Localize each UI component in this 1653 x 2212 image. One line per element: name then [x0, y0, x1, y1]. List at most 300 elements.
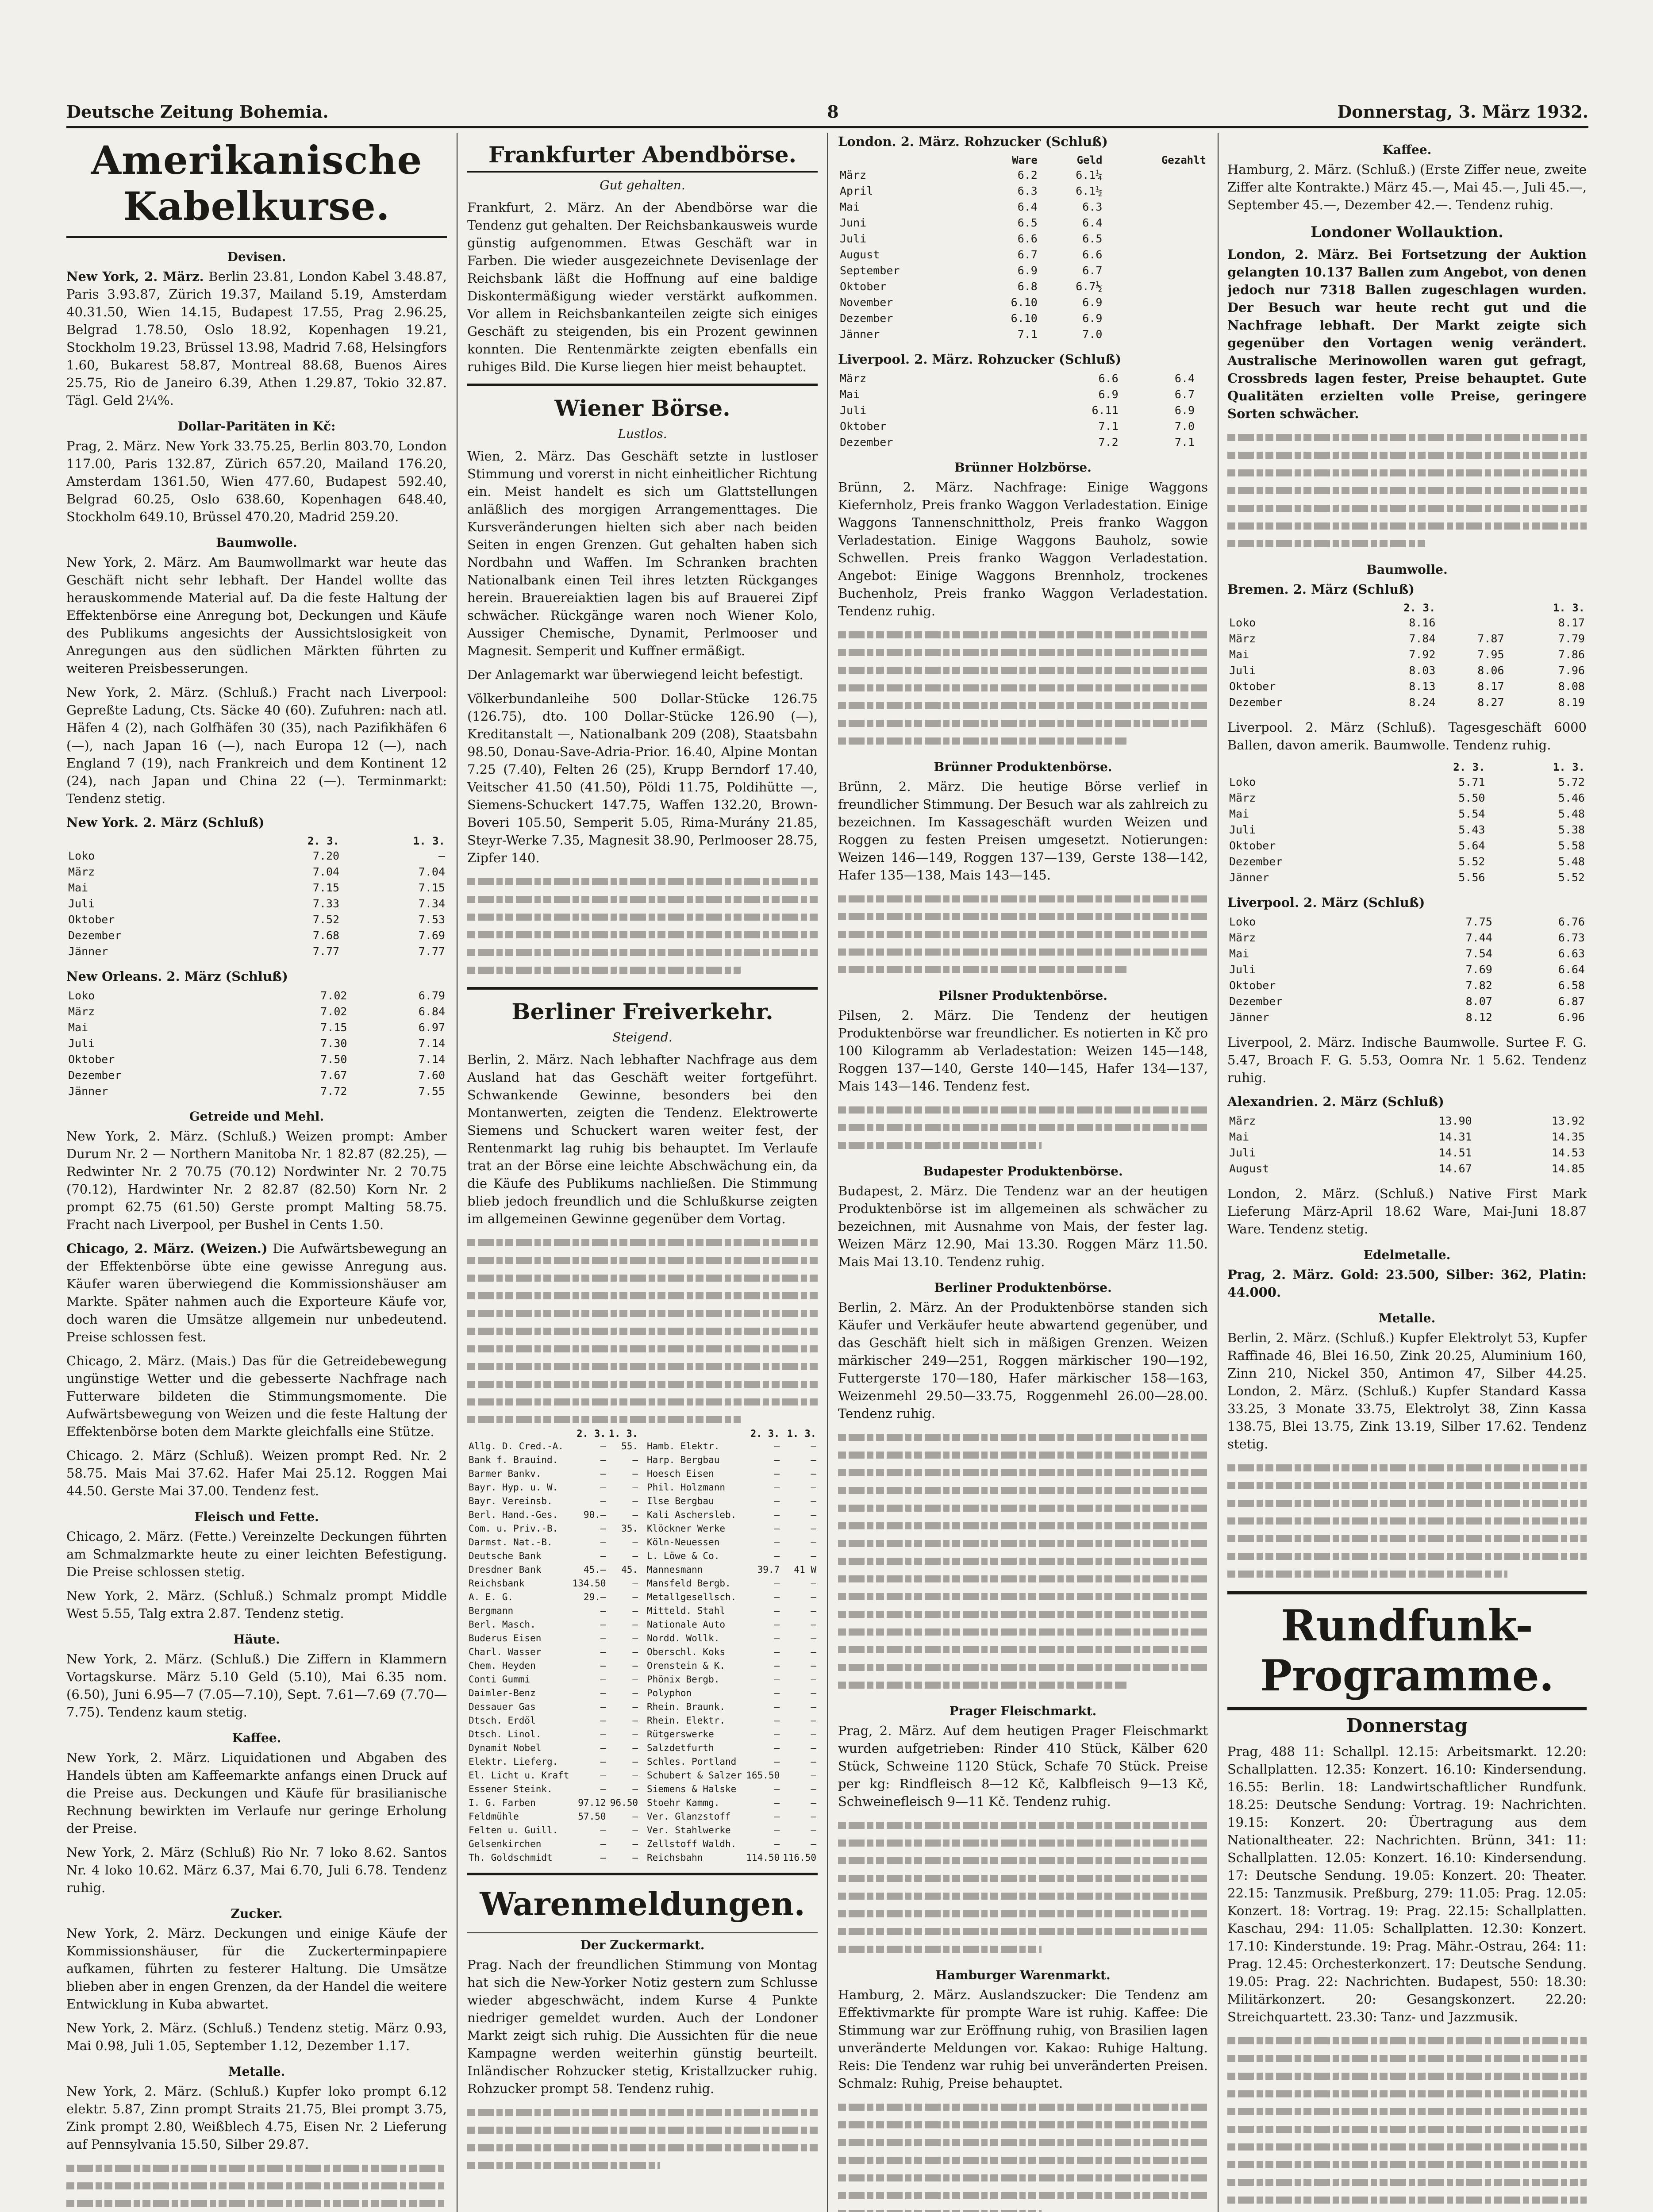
row-label: Dtsch. Erdöl [469, 1715, 536, 1726]
quote-value: — [811, 1797, 816, 1808]
quote-value: — [774, 1455, 780, 1465]
quote-value: — [774, 1523, 780, 1534]
quote-value [1196, 419, 1208, 434]
quote-value: — [774, 1496, 780, 1506]
illegible-text-block [838, 2098, 1208, 2212]
row-label: Deutsche Bank [469, 1551, 542, 1561]
row-label: Oktober [68, 1053, 115, 1066]
quote-value: 13.92 [1551, 1114, 1585, 1127]
table-row [467, 1686, 639, 1700]
row-label: Schles. Portland [647, 1756, 737, 1767]
quote-table [1227, 601, 1587, 710]
table-row [1227, 1145, 1587, 1161]
table-row [646, 1837, 818, 1851]
table-row [646, 1728, 818, 1741]
row-label: Bergmann [469, 1605, 514, 1616]
row-label: Com. u. Priv.-B. [469, 1523, 558, 1534]
table-row [467, 1536, 639, 1549]
quote-value: 6.7 [1082, 264, 1103, 277]
table-row [467, 1673, 639, 1686]
quote-value: — [811, 1811, 816, 1822]
quote-value: — [632, 1482, 638, 1493]
row-label: Jänner [68, 945, 108, 958]
quote-value: — [774, 1701, 780, 1712]
table-caption: Alexandrien. 2. März (Schluß) [1227, 1094, 1444, 1109]
quote-value: — [600, 1605, 606, 1616]
quote-value: 8.19 [1558, 696, 1585, 709]
table-header-cell: Gezahlt [1161, 154, 1206, 166]
quote-value: 35. [621, 1523, 638, 1534]
row-label: Oktober [840, 420, 887, 433]
table-row [467, 1481, 639, 1494]
quote-value: 6.9 [1017, 264, 1038, 277]
article-text: Hamburg, 2. März. Auslandszucker: Die Tendenz am Effektivmarkte für prompte Ware ist ruhig. Kaffee: Die Stimmung war zur Eröffnung ruhig, von Brasilien lagen unveränderte Meldungen vor. Kakao: Ruhige Haltung. Reis: Die Tendenz war ruhig bei unveränderten Preisen. Schmalz: Ruhig, Preise behauptet. [838, 1987, 1208, 2091]
quote-value: 8.03 [1409, 664, 1436, 677]
article-text: Liverpool, 2. März. Indische Baumwolle. Surtee F. G. 5.47, Broach F. G. 5.53, Oomra Nr. 1 5.62. Tendenz ruhig. [1227, 1035, 1587, 1085]
article-text: New York, 2. März (Schluß) Rio Nr. 7 loko 8.62. Santos Nr. 4 loko 10.62. März 6.37, Mai 6.70, Juli 6.78. Tendenz ruhig. [66, 1845, 447, 1895]
quote-value [1196, 434, 1208, 450]
quote-value: — [600, 1660, 606, 1671]
quote-value: 6.9 [1082, 312, 1103, 325]
quote-value: 6.9 [1098, 388, 1119, 401]
article-text: New York, 2. März. Deckungen und einige Käufe der Kommissionshäuser, für die Zuckerterminpapiere aufkamen, führten zu festerer Haltung. Die Umsätze blieben aber in engen Grenzen, da der Handel die weitere Entwicklung in Kuba abwartet. [66, 1926, 447, 2012]
subhead: Devisen. [227, 250, 286, 264]
quote-value: 6.7½ [1076, 280, 1103, 293]
table-row [1227, 962, 1587, 978]
table-row [1227, 679, 1587, 695]
row-label: Bank f. Brauind. [469, 1455, 558, 1465]
quote-value: — [811, 1701, 816, 1712]
quote-value: — [600, 1825, 606, 1836]
article-text: Völkerbundanleihe 500 Dollar-Stücke 126.75 (126.75), dto. 100 Dollar-Stücke 126.90 (—), Kreditanstalt —, Nationalbank 209 (208), Staatsbahn 98.50, Donau-Save-Adria-Prior. 16.40, Alpine Montan 7.25 (7.40), Felten 26 (25), Krupp Berndorf 17.40, Veitscher 41.50 (41.50), Pöldi 11.75, Poldihütte —, Siemens-Schuckert 147.75, Waffen 132.20, Brown-Boveri 105.50, Semperit 5.05, Rima-Murány 21.85, Steyr-Werke 7.35, Magnesit 38.90, Perlmooser 28.75, Zipfer 140. [467, 691, 818, 865]
row-label: März [1229, 632, 1256, 645]
quote-value: 6.9 [1174, 404, 1195, 417]
table-row [646, 1824, 818, 1837]
table-row [66, 1052, 447, 1068]
stock-table-right [646, 1429, 818, 1865]
table-row [646, 1536, 818, 1549]
quote-value: — [774, 1605, 780, 1616]
quote-value: — [774, 1743, 780, 1753]
article-text: Chicago, 2. März. (Mais.) Das für die Getreidebewegung ungünstige Wetter und die gebesserte Nachfrage nach Futterware bildeten die Stimmungsmomente. Die Aufwärtsbewegung von Weizen und die feste Haltung der Effektenbörse boten dem Markte gleichfalls eine Stütze. [66, 1353, 447, 1439]
table-row [66, 944, 447, 960]
row-label: Dresdner Bank [469, 1564, 542, 1575]
table-row [467, 1577, 639, 1590]
table-row [1227, 615, 1587, 631]
table-header-cell: 2. 3. [1453, 761, 1485, 773]
quote-value: — [811, 1605, 816, 1616]
quote-value [1104, 199, 1208, 215]
table-row [838, 403, 1208, 419]
quote-value: — [811, 1660, 816, 1671]
table-row [646, 1632, 818, 1645]
row-label: Nordd. Wollk. [647, 1633, 720, 1644]
illegible-text-block [838, 626, 1208, 750]
row-label: Mai [1229, 1130, 1249, 1143]
quote-value: 96.50 [610, 1797, 638, 1808]
article-text: New York, 2. März. (Schluß.) Die Ziffern in Klammern Vortagskurse. März 5.10 Geld (5.10), Mai 6.35 nom. (6.50), Juni 6.95—7 (7.05—7.10), Sept. 7.61—7.69 (7.70—7.75). Tendenz kaum stetig. [66, 1651, 447, 1720]
table-row [646, 1673, 818, 1686]
table-row [646, 1755, 818, 1769]
quote-value: 6.3 [1082, 200, 1103, 213]
row-label: August [1229, 1162, 1269, 1175]
quote-value: — [632, 1647, 638, 1657]
row-label: Phönix Bergb. [647, 1674, 720, 1685]
quote-value: 7.69 [1465, 963, 1492, 976]
quote-value: 7.1 [1017, 328, 1038, 341]
table-row [646, 1508, 818, 1522]
quote-value: — [600, 1756, 606, 1767]
table-row [1227, 914, 1587, 930]
row-label: Rütgerswerke [647, 1729, 714, 1740]
subhead: Budapester Produktenbörse. [923, 1164, 1123, 1179]
illegible-text-block [838, 1101, 1208, 1154]
table-row [66, 1036, 447, 1052]
row-label: Juli [68, 1037, 95, 1050]
quote-value: 6.10 [1011, 296, 1038, 309]
table-row [646, 1481, 818, 1494]
row-label: Ilse Bergbau [647, 1496, 714, 1506]
article-text: Pilsen, 2. März. Die Tendenz der heutigen Produktenbörse war freundlicher. Es notierten in Kč pro 100 Kilogramm ab Verladestation: Weizen 145—148, Roggen 137—140, Gerste 140—145, Hafer 134—137, Mais 143—146. Tendenz fest. [838, 1008, 1208, 1094]
quote-value: — [632, 1551, 638, 1561]
quote-value: 6.4 [1174, 372, 1195, 385]
quote-value: — [632, 1578, 638, 1589]
table-row [646, 1769, 818, 1782]
quote-value: — [600, 1633, 606, 1644]
quote-value: — [600, 1647, 606, 1657]
table-row [467, 1796, 639, 1810]
table-row [467, 1590, 639, 1604]
quote-value: — [632, 1633, 638, 1644]
article-text: New York, 2. März. (Schluß.) Tendenz stetig. März 0.93, Mai 0.98, Juli 1.05, September 1.12, Dezember 1.17. [66, 2020, 447, 2053]
quote-value: 6.1½ [1076, 184, 1103, 197]
quote-value: — [632, 1619, 638, 1630]
quote-value: — [600, 1468, 606, 1479]
table-row [467, 1810, 639, 1824]
quote-value: 5.72 [1558, 776, 1585, 788]
row-label: Dezember [840, 312, 893, 325]
article-text: Chicago, 2. März. (Weizen.) Die Aufwärtsbewegung an der Effektenbörse übte eine gewisse Anregung aus. Käufer waren überwiegend die Kommissionshäuser am Markte. Später nahmen auch die Exporteure Käufe vor, doch waren die Umsätze allgemein nur unbedeutend. Preise schlossen fest. [66, 1241, 447, 1344]
quote-value: — [811, 1633, 816, 1644]
quote-value: 45.— [583, 1564, 606, 1575]
row-label: Jänner [840, 328, 880, 341]
row-label: Oberschl. Koks [647, 1647, 726, 1657]
table-header-cell [1437, 601, 1506, 615]
article-text: Prag, 488 11: Schallpl. 12.15: Arbeitsmarkt. 12.20: Schallplatten. 12.35: Konzert. 16.10: Kindersendung. 16.55: Berlin. 18: Landwirtschaftlicher Rundfunk. 18.25: Deutsche Sendung: Vortrag. 19: Nachrichten. 19.15: Konzert. 20: Übertragung aus dem Nationaltheater. 22: Nachrichten. Brünn, 341: 11: Schallplatten. 12.05: Konzert. 16.10: Kindersendung. 17: Deutsche Sendung. 19.05: Konzert. 20: Theater. 22.15: Tanzmusik. Preßburg, 279: 11.05: Prag. 12.05: Konzert. 18: Vortrag. 19: Prag. 22.15: Schallplatten. Kaschau, 294: 11.05: Schallplatten. 12.30: Konzert. 17.10: Kinderstunde. 19: Prag. Mähr.-Ostrau, 264: 11: Prag. 12.45: Orchesterkonzert. 17: Deutsche Sendung. 19.05: Prag. 22: Nachrichten. Budapest, 550: 18.30: Militärkonzert. 20: Gesangskonzert. 22.20: Streichquartett. 23.30: Tanz- und Jazzmusik. [1227, 1744, 1587, 2024]
quote-value: — [811, 1770, 816, 1781]
row-label: Juli [68, 897, 95, 910]
page-header [66, 91, 1588, 128]
quote-value: 7.52 [312, 913, 340, 926]
quote-value: — [632, 1701, 638, 1712]
row-label: Loko [1229, 776, 1256, 788]
quote-value: 8.07 [1465, 995, 1492, 1008]
table-row [467, 1549, 639, 1563]
table-row [467, 1632, 639, 1645]
quote-value: 6.8 [1017, 280, 1038, 293]
section-title: Berliner Freiverkehr. [511, 998, 773, 1025]
row-label: Jänner [1229, 871, 1269, 884]
table-row [1227, 663, 1587, 679]
row-label: Schubert & Salzer [647, 1770, 742, 1781]
row-label: Darmst. Nat.-B. [469, 1537, 553, 1548]
quote-value: 5.71 [1458, 776, 1485, 788]
quote-value: 7.87 [1477, 632, 1504, 645]
quote-value: — [811, 1496, 816, 1506]
table-row [1227, 1113, 1587, 1129]
table-header-cell [646, 1429, 744, 1440]
row-label: Metallgesellsch. [647, 1592, 737, 1602]
quote-value: 39.7 [757, 1564, 780, 1575]
row-label: Oktober [68, 913, 115, 926]
table-header-cell: 2. 3. [750, 1429, 780, 1440]
row-label: Polyphon [647, 1688, 692, 1698]
quote-value: 7.04 [418, 865, 445, 878]
quote-value: — [632, 1674, 638, 1685]
article-text: Prag, 2. März. Auf dem heutigen Prager Fleischmarkt wurden aufgetrieben: Rinder 410 Stück, Kälber 620 Stück, Schweine 1120 Stück, Schafe 70 Stück. Preise per kg: Rindfleisch 8—12 Kč, Kalbfleisch 9—13 Kč, Schweinefleisch 9—11 Kč. Tendenz ruhig. [838, 1723, 1208, 1809]
row-label: März [1229, 1114, 1256, 1127]
column-4 [1227, 133, 1587, 2212]
quote-value: 7.86 [1558, 648, 1585, 661]
quote-value: — [811, 1551, 816, 1561]
quote-value: — [811, 1592, 816, 1602]
quote-value: — [600, 1688, 606, 1698]
row-label: Juli [1229, 823, 1256, 836]
quote-value: — [632, 1688, 638, 1698]
quote-value: 8.12 [1465, 1011, 1492, 1024]
article-text: New York, 2. März. Am Baumwollmarkt war heute das Geschäft nicht sehr lebhaft. Der Handel wollte das herauskommende Material auf. Da die feste Haltung der Effektenbörse eine Anregung bot, Deckungen und Käufe des Publikums angesichts der Aussichtslosigkeit von Anregungen aus den südlichen Märkten führten zu weiteren Preisbesserungen. [66, 555, 447, 676]
quote-value: 8.17 [1558, 616, 1585, 629]
row-label: Felten u. Guill. [469, 1825, 558, 1836]
table-row [1227, 806, 1587, 822]
table-row [467, 1563, 639, 1577]
row-label: März [1229, 931, 1256, 944]
row-label: Berl. Hand.-Ges. [469, 1509, 558, 1520]
quote-value: — [811, 1825, 816, 1836]
table-row [838, 247, 1208, 263]
row-label: Mai [840, 388, 860, 401]
subhead: Zucker. [231, 1906, 283, 1921]
table-row [646, 1549, 818, 1563]
row-label: Mai [840, 200, 860, 213]
row-label: Phil. Holzmann [647, 1482, 726, 1493]
quote-value: 7.67 [320, 1069, 347, 1082]
quote-value: 7.1 [1174, 436, 1195, 449]
quote-value: — [632, 1825, 638, 1836]
table-row [66, 1068, 447, 1083]
table-row [1227, 822, 1587, 838]
table-row [467, 1659, 639, 1673]
table-row [1227, 631, 1587, 647]
row-label: El. Licht u. Kraft [469, 1770, 569, 1781]
article-text: London, 2. März. Bei Fortsetzung der Auktion gelangten 10.137 Ballen zum Angebot, von denen jedoch nur 7318 Ballen zugeschlagen wurden. Der Besuch war heute recht gut und die Nachfrage lebhaft. Der Markt zeigte sich gegenüber den Vortagen wenig verändert. Australische Merinowollen waren gut gefragt, Crossbreds lagen fester, Preise behauptet. Gute Qualitäten erzielten volle Preise, geringere Sorten schwächer. [1227, 247, 1587, 421]
quote-value: — [600, 1743, 606, 1753]
table-row [646, 1618, 818, 1632]
quote-value: 134.50 [572, 1578, 606, 1589]
quote-value: 14.53 [1551, 1146, 1585, 1159]
table-header-cell: 1. 3. [1553, 761, 1585, 773]
quote-value: 6.5 [1017, 216, 1038, 229]
row-label: Mai [68, 881, 88, 894]
row-label: März [840, 169, 867, 181]
illegible-text-block [838, 1429, 1208, 1694]
quote-value: — [774, 1482, 780, 1493]
quote-value: — [632, 1852, 638, 1863]
quote-value: — [600, 1784, 606, 1794]
quote-value: — [774, 1839, 780, 1849]
quote-value: — [600, 1715, 606, 1726]
quote-value: — [774, 1468, 780, 1479]
column-3 [838, 133, 1208, 2212]
quote-value: 165.50 [746, 1770, 780, 1781]
quote-value: 7.79 [1558, 632, 1585, 645]
quote-value [1104, 215, 1208, 231]
row-label: Conti Gummi [469, 1674, 530, 1685]
quote-value: 5.46 [1558, 791, 1585, 804]
subhead: Edelmetalle. [1363, 1248, 1451, 1262]
table-row [646, 1796, 818, 1810]
quote-value: 6.6 [1017, 232, 1038, 245]
article-text: Prag. Nach der freundlichen Stimmung von Montag hat sich die New-Yorker Notiz gestern zum Schlusse wieder abgeschwächt, indem Kurse 4 Punkte niedriger gemeldet wurden. Auch der Londoner Markt zeigt sich ruhig. Die Aussichten für die neue Kampagne werden weiterhin günstig beurteilt. Inländischer Rohzucker stetig, Kristallzucker ruhig. Rohzucker prompt 58. Tendenz ruhig. [467, 1957, 818, 2096]
table-row [467, 1714, 639, 1728]
article-text: Berlin, 2. März. An der Produktenbörse standen sich Käufer und Verkäufer heute abwartend gegenüber, und das Geschäft hielt sich in mäßigen Grenzen. Weizen märkischer 249—251, Roggen märkischer 190—192, Futtergerste 170—180, Hafer märkischer 158—163, Weizenmehl 29.50—33.75, Roggenmehl 26.00—28.00. Tendenz ruhig. [838, 1300, 1208, 1421]
quote-value: 7.72 [320, 1085, 347, 1098]
quote-value: 7.02 [320, 989, 347, 1002]
table-row [838, 434, 1208, 450]
quote-value: — [811, 1537, 816, 1548]
table-row [646, 1782, 818, 1796]
quote-value: — [632, 1784, 638, 1794]
quote-value: 29.— [583, 1592, 606, 1602]
table-row [66, 864, 447, 880]
subhead: Brünner Produktenbörse. [934, 760, 1112, 774]
quote-value: 8.08 [1558, 680, 1585, 693]
quote-value: — [632, 1660, 638, 1671]
table-row [646, 1741, 818, 1755]
table-row [1227, 1010, 1587, 1025]
quote-value: — [774, 1619, 780, 1630]
table-row [646, 1659, 818, 1673]
quote-value: 7.84 [1409, 632, 1436, 645]
row-label: März [68, 865, 95, 878]
quote-value: 7.77 [418, 945, 445, 958]
table-row [467, 1440, 639, 1453]
quote-value: 5.38 [1558, 823, 1585, 836]
row-label: Loko [1229, 616, 1256, 629]
quote-value: 6.6 [1098, 372, 1119, 385]
quote-table [1227, 760, 1587, 886]
quote-value: 6.87 [1558, 995, 1585, 1008]
table-row [467, 1645, 639, 1659]
quote-value: 14.35 [1551, 1130, 1585, 1143]
article-text: New York, 2. März. Liquidationen und Abgaben des Handels übten am Kaffeemarkte anfangs einen Druck auf die Preise aus. Deckungen und Käufe für brasilianische Rechnung bewirkten im Verlaufe nur geringe Erholung der Preise. [66, 1750, 447, 1836]
table-header-cell: 1. 3. [608, 1429, 638, 1440]
quote-value: 7.53 [418, 913, 445, 926]
row-label: Dezember [68, 1069, 122, 1082]
quote-value: — [600, 1482, 606, 1493]
quote-value: 7.33 [312, 897, 340, 910]
table-row [838, 167, 1208, 183]
row-label: Daimler-Benz [469, 1688, 536, 1698]
row-label: Berl. Masch. [469, 1619, 536, 1630]
table-row [838, 371, 1208, 387]
quote-value: — [600, 1496, 606, 1506]
table-row [1227, 838, 1587, 854]
quote-value: 6.10 [1011, 312, 1038, 325]
quote-value: 5.43 [1458, 823, 1485, 836]
article-text: Chicago, 2. März. (Fette.) Vereinzelte Deckungen führten am Schmalzmarkte heute zu einer leichten Befestigung. Die Preise schlossen stetig. [66, 1529, 447, 1579]
table-row [838, 183, 1208, 199]
quote-value: — [600, 1537, 606, 1548]
row-label: Rhein. Elektr. [647, 1715, 726, 1726]
column-rule [827, 133, 828, 2212]
row-label: Th. Goldschmidt [469, 1852, 553, 1863]
quote-value: 55. [621, 1441, 638, 1452]
table-header-cell: Geld [1076, 154, 1103, 166]
row-label: Mai [1229, 648, 1249, 661]
table-row [467, 1851, 639, 1865]
quote-value: 14.85 [1551, 1162, 1585, 1175]
row-label: Mai [1229, 807, 1249, 820]
quote-value: 7.96 [1558, 664, 1585, 677]
row-label: Dynamit Nobel [469, 1743, 542, 1753]
table-row [646, 1645, 818, 1659]
quote-value [1104, 295, 1208, 311]
quote-value: — [811, 1523, 816, 1534]
table-row [1227, 930, 1587, 946]
quote-value: — [632, 1770, 638, 1781]
section-title: Londoner Wollauktion. [1311, 223, 1503, 241]
row-label: I. G. Farben [469, 1797, 536, 1808]
section-title: Amerikanische Kabelkurse. [66, 137, 447, 238]
table-row [467, 1467, 639, 1481]
quote-value: 45. [621, 1564, 638, 1575]
column-2 [467, 133, 818, 2212]
table-header-cell: 2. 3. [577, 1429, 606, 1440]
quote-value: — [811, 1482, 816, 1493]
quote-value: 7.77 [312, 945, 340, 958]
quote-value: 7.15 [418, 881, 445, 894]
quote-value [1104, 326, 1208, 342]
subhead: Dollar-Paritäten in Kč: [177, 419, 336, 434]
row-label: November [840, 296, 893, 309]
section-title: Rundfunk-Programme. [1227, 1591, 1587, 1710]
quote-value: — [774, 1729, 780, 1740]
subhead: Kaffee. [1382, 142, 1432, 157]
row-label: Dezember [68, 929, 122, 942]
quote-value: 5.58 [1558, 839, 1585, 852]
column-rule [1218, 133, 1219, 2212]
subhead: Häute. [233, 1632, 280, 1647]
quote-value: 8.24 [1409, 696, 1436, 709]
row-label: Gelsenkirchen [469, 1839, 542, 1849]
issue-date: Donnerstag, 3. März 1932. [1337, 102, 1588, 122]
row-label: März [68, 1005, 95, 1018]
illegible-text-block [467, 2104, 818, 2174]
table-row [467, 1494, 639, 1508]
row-label: Köln-Neuessen [647, 1537, 720, 1548]
table-header-cell [1227, 601, 1357, 615]
illegible-text-block [1227, 429, 1587, 553]
quote-value: 6.76 [1558, 915, 1585, 928]
article-text: New York, 2. März. (Schluß.) Fracht nach Liverpool: Gepreßte Ladung, Cts. Säcke 40 (60). Zufuhren: nach atl. Häfen 4 (2), nach Golfhäfen 30 (35), nach Pazifikhäfen 6 (—), nach Japan 16 (—), nach Europa 12 (—), nach England 7 (19), nach Frankreich und dem Kontinent 12 (24), nach Japan und China 22 (—). Terminmarkt: Tendenz stetig. [66, 685, 447, 806]
row-label: L. Löwe & Co. [647, 1551, 720, 1561]
table-row [467, 1755, 639, 1769]
quote-value: — [811, 1578, 816, 1589]
quote-value: — [811, 1729, 816, 1740]
quote-value: — [600, 1523, 606, 1534]
quote-value: 41 W [794, 1564, 816, 1575]
